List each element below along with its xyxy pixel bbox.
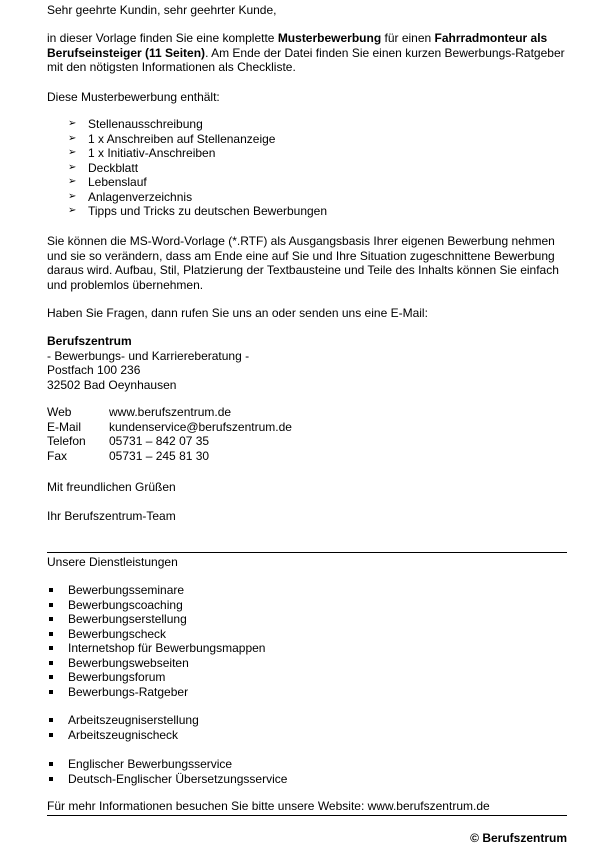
company-tagline: - Bewerbungs- und Karriereberatung - [47,348,250,363]
contents-list [47,117,327,219]
list-item [47,757,287,772]
list-item [47,685,265,700]
address-block [47,334,249,392]
list-item [47,175,327,190]
square-bullet-icon [49,632,53,636]
phone-value: 05731 – 842 07 35 [109,434,210,448]
list-item-label: Internetshop für Bewerbungsmappen [68,641,266,655]
list-item-label: Arbeitszeugniserstellung [68,713,199,727]
fax-value: 05731 – 245 81 30 [109,448,210,463]
intro-text-1: in dieser Vorlage finden Sie eine komplette [47,31,278,45]
list-item-label: Bewerbungswebseiten [68,655,189,670]
list-item [47,612,265,627]
list-item-label: 1 x Initiativ-Anschreiben [88,146,216,160]
arrow-bullet-icon: ➢ [68,161,77,173]
questions-line: Haben Sie Fragen, dann rufen Sie uns an oder senden uns eine E-Mail: [47,306,428,320]
list-item [47,713,199,728]
services-heading: Unsere Dienstleistungen [47,555,178,569]
list-item [47,656,265,671]
website-link[interactable]: www.berufszentrum.de [109,405,232,419]
more-info-line: Für mehr Informationen besuchen Sie bitte unsere Website: www.berufszentrum.de [47,799,490,813]
arrow-bullet-icon: ➢ [68,205,77,216]
list-item-label: Bewerbungsseminare [68,583,185,597]
contents-heading: Diese Musterbewerbung enthält: [47,90,220,104]
list-item [47,627,265,642]
list-item-label: Anlagenverzeichnis [88,189,193,204]
list-item [47,161,327,176]
contact-row-email [47,420,292,435]
square-bullet-icon [49,675,53,679]
email-link[interactable]: kundenservice@berufszentrum.de [109,419,292,434]
list-item [47,641,265,656]
intro-text-3: . Am Ende der Datei finden Sie einen kurzen Bewerbungs-Ratgeber mit den nötigsten Informationen als Checkliste. [47,45,565,74]
services-list-certificates [47,713,199,742]
arrow-bullet-icon: ➢ [68,118,77,129]
intro-bold-product: Musterbewerbung [277,31,382,45]
contact-row-fax [47,449,292,464]
list-item [47,670,265,685]
list-item-label: Bewerbungsforum [68,670,166,684]
arrow-bullet-icon: ➢ [68,132,77,144]
arrow-bullet-icon: ➢ [68,147,77,158]
square-bullet-icon [49,617,53,621]
intro-bold-job: Fahrradmonteur als Berufseinsteiger (11 Seiten) [47,31,548,60]
greeting: Sehr geehrte Kundin, sehr geehrter Kunde, [47,3,277,17]
square-bullet-icon [49,661,53,665]
contact-label: Fax [47,448,68,463]
list-item [47,583,265,598]
rtf-paragraph: Sie können die MS-Word-Vorlage (*.RTF) als Ausgangsbasis Ihrer eigenen Bewerbung nehmen und sie so verändern, dass am Ende eine auf Sie und Ihre Situation zugeschnittene Bewerbung daraus wird. Aufbau, Stil, Platzierung der Textbausteine und Teile des Inhalts können Sie einfach und problemlos übernehmen. [47,234,559,292]
list-item [47,146,327,161]
contact-label: E-Mail [47,419,82,434]
list-item [47,204,327,219]
list-item [47,598,265,613]
square-bullet-icon [49,588,53,592]
list-item-label: Bewerbungscheck [68,626,167,641]
list-item-label: Stellenausschreibung [88,117,203,131]
services-list [47,583,265,699]
signature: Ihr Berufszentrum-Team [47,509,176,523]
list-item-label: 1 x Anschreiben auf Stellenanzeige [88,131,276,146]
intro-text-2: für einen [381,31,435,45]
list-item-label: Deckblatt [88,160,139,175]
services-list-english [47,757,287,786]
arrow-bullet-icon: ➢ [68,190,77,202]
city: 32502 Bad Oeynhausen [47,377,177,392]
square-bullet-icon [49,762,53,766]
divider [47,552,567,553]
list-item-label: Arbeitszeugnischeck [68,727,179,742]
divider [47,815,567,816]
square-bullet-icon [49,777,53,781]
list-item-label: Lebenslauf [88,175,147,189]
list-item [47,772,287,787]
contact-row-web [47,405,292,420]
square-bullet-icon [49,733,53,737]
contact-label: Web [47,405,72,419]
list-item [47,728,199,743]
square-bullet-icon [49,603,53,607]
square-bullet-icon [49,646,53,650]
list-item-label: Tipps und Tricks zu deutschen Bewerbungen [88,204,328,218]
closing: Mit freundlichen Grüßen [47,480,176,494]
copyright: © Berufszentrum [470,831,567,845]
list-item [47,117,327,132]
intro-paragraph [47,31,567,75]
company-name: Berufszentrum [47,334,132,348]
square-bullet-icon [49,718,53,722]
list-item-label: Deutsch-Englischer Übersetzungsservice [68,771,288,786]
list-item-label: Bewerbungserstellung [68,612,187,626]
contact-label: Telefon [47,434,86,448]
contact-row-phone [47,434,292,449]
list-item-label: Bewerbungscoaching [68,597,183,612]
list-item-label: Bewerbungs-Ratgeber [68,684,189,699]
list-item [47,132,327,147]
arrow-bullet-icon: ➢ [68,176,77,187]
list-item [47,190,327,205]
square-bullet-icon [49,690,53,694]
list-item-label: Englischer Bewerbungsservice [68,757,233,771]
postbox: Postfach 100 236 [47,363,141,377]
contact-table [47,405,292,463]
